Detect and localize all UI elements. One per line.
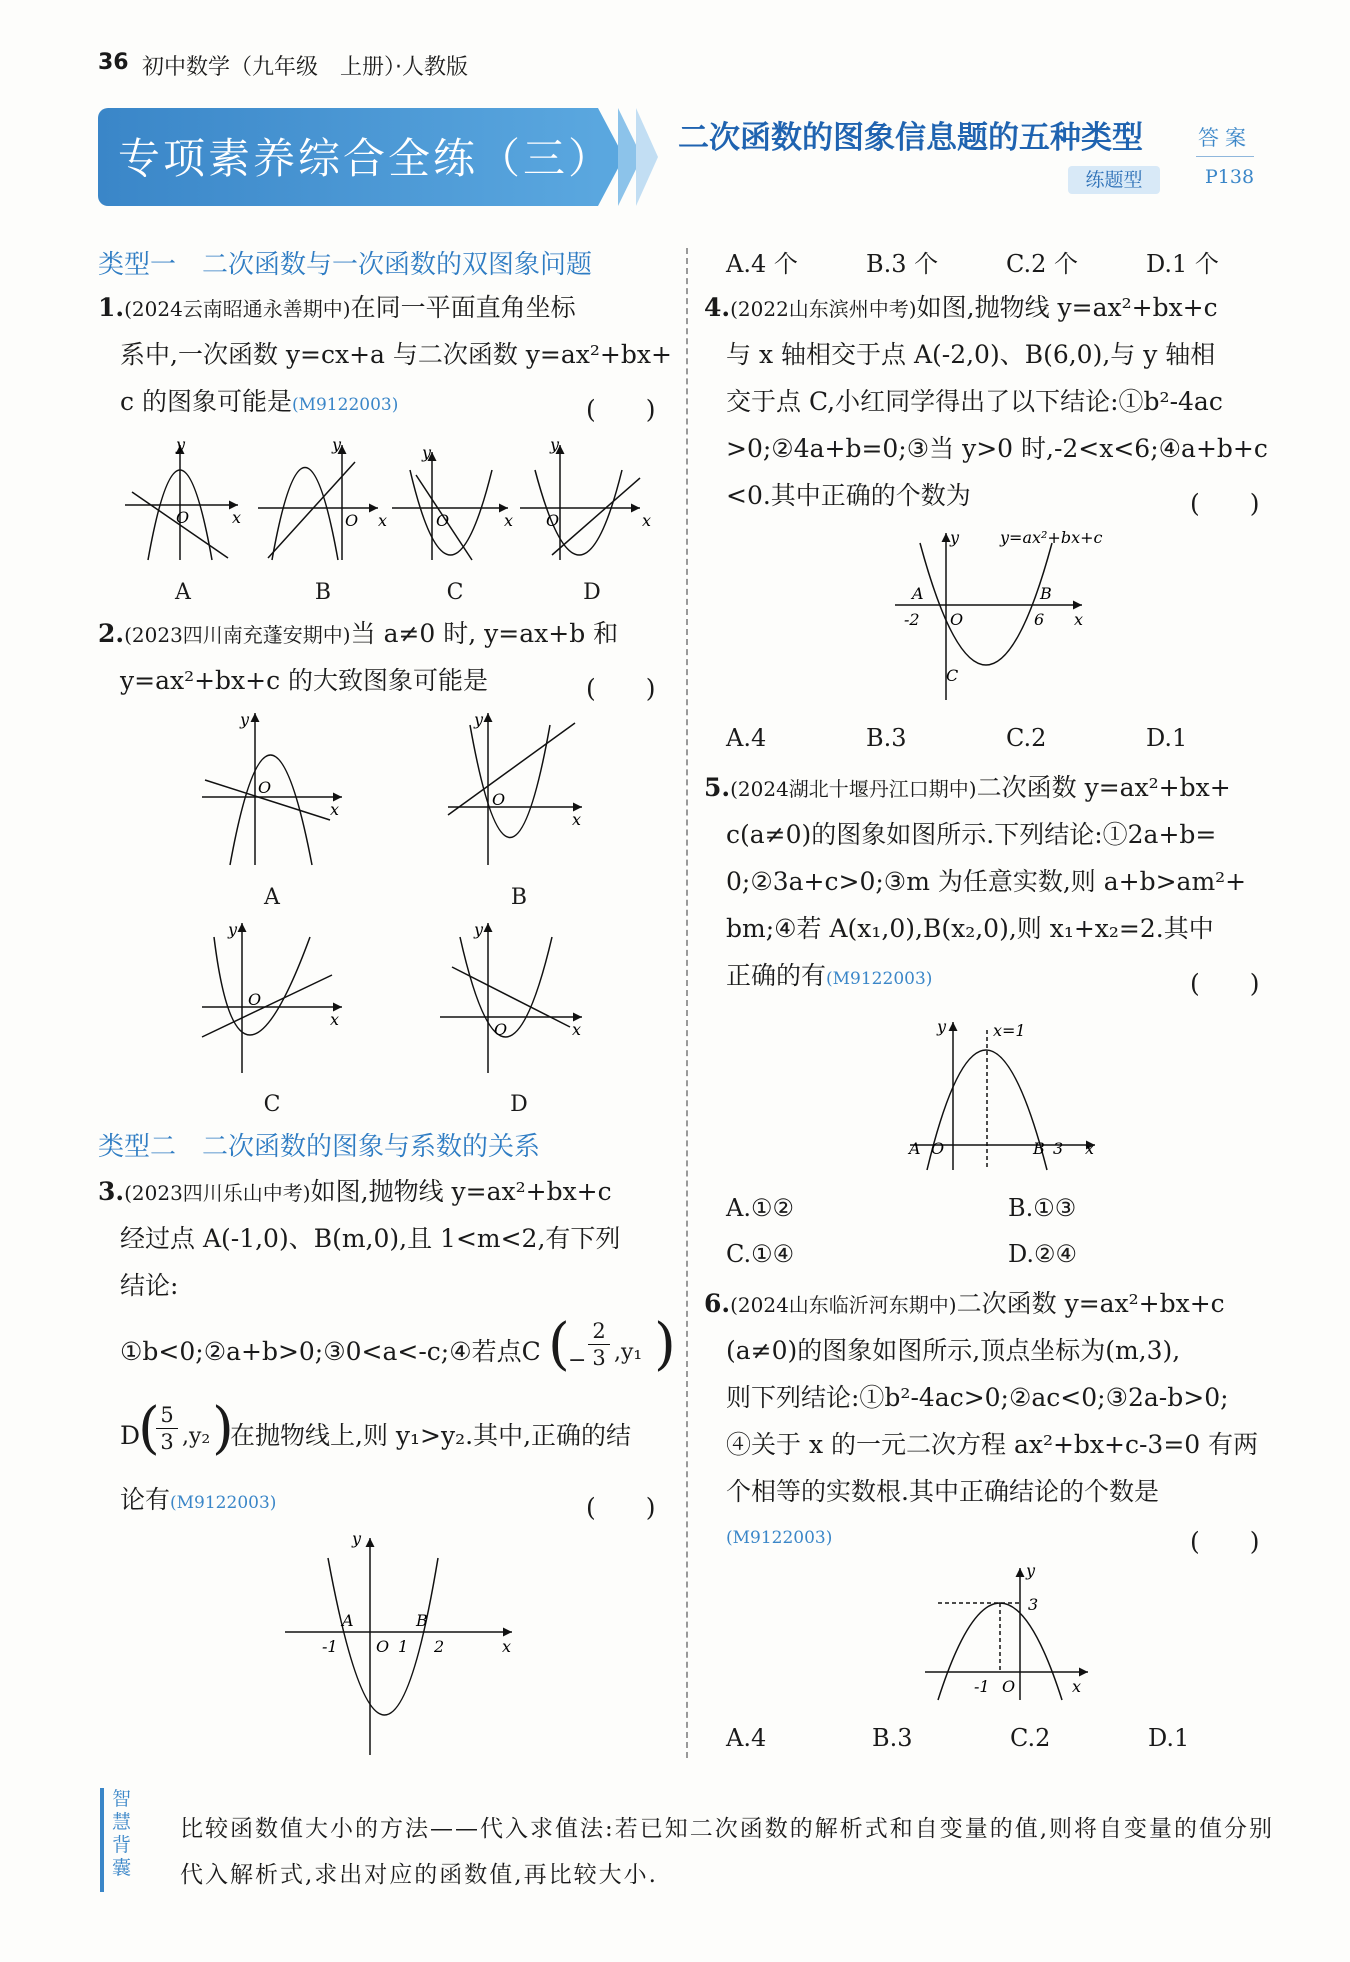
q1-line2: 系中,一次函数 y=cx+a 与二次函数 y=ax²+bx+ (120, 340, 672, 369)
q5-line4: bm;④若 A(x₁,0),B(x₂,0),则 x₁+x₂=2.其中 (726, 914, 1214, 943)
q1-label-b: B (314, 580, 332, 605)
q1-label-c: C (446, 580, 464, 605)
svg-text:x: x (330, 800, 340, 819)
q2-number: 2. (98, 619, 125, 648)
q2-label-c: C (263, 1092, 281, 1117)
svg-text:y: y (950, 528, 960, 547)
section-1-title: 类型一 二次函数与一次函数的双图象问题 (98, 250, 593, 280)
svg-text:A: A (909, 1139, 921, 1158)
svg-text:y: y (352, 1530, 362, 1548)
svg-text:y: y (240, 710, 250, 729)
q2-line2: y=ax²+bx+c 的大致图象可能是 (120, 666, 489, 695)
svg-text:O: O (1002, 1677, 1016, 1696)
svg-text:y: y (176, 435, 186, 454)
tip-label: 智慧背囊 (112, 1788, 132, 1879)
q6-option-b: B.3 (872, 1724, 913, 1752)
book-title: 初中数学（九年级 上册）·人教版 (142, 55, 468, 80)
q4-line5: <0.其中正确的个数为 (726, 481, 971, 510)
q2-label-d: D (510, 1092, 528, 1117)
svg-text:3: 3 (1053, 1139, 1064, 1158)
answer-label: 答案 (1198, 126, 1252, 150)
svg-text:x: x (572, 810, 582, 829)
q1-line3: c 的图象可能是(M9122003) (120, 387, 399, 416)
svg-text:O: O (492, 790, 506, 809)
column-divider (686, 248, 688, 1758)
q1-graph-b (258, 445, 378, 560)
q5-line5: 正确的有(M9122003) (726, 961, 933, 990)
q1-graphs (120, 430, 680, 575)
q6-answer-blank: ( ) (1190, 1527, 1260, 1556)
q3-code: (M9122003) (170, 1493, 277, 1513)
svg-text:O: O (345, 511, 359, 530)
svg-text:O: O (436, 511, 450, 530)
svg-text:O: O (494, 1020, 508, 1039)
q3-line2: 经过点 A(-1,0)、B(m,0),且 1<m<2,有下列 (120, 1224, 621, 1253)
q1-graph-c (392, 452, 508, 560)
svg-text:y: y (422, 443, 432, 462)
q1-graph-d (520, 445, 640, 560)
q3-option-a: A.4 个 (726, 250, 798, 278)
svg-text:x: x (642, 511, 652, 530)
svg-text:x=1: x=1 (993, 1021, 1026, 1040)
q4-line3: 交于点 C,小红同学得出了以下结论:①b²-4ac (726, 387, 1223, 416)
q4-line1: 4.(2022山东滨州中考)如图,抛物线 y=ax²+bx+c (704, 293, 1218, 322)
q2-label-b: B (510, 885, 528, 910)
svg-text:2: 2 (434, 1637, 445, 1656)
q6-line4: ④关于 x 的一元二次方程 ax²+bx+c-3=0 有两 (726, 1430, 1259, 1459)
q1-line1: 1.(2024云南昭通永善期中)在同一平面直角坐标 (98, 293, 576, 322)
q3-frac2: 5 3 (156, 1402, 178, 1455)
q3-formula2: 在抛物线上,则 y₁>y₂.其中,正确的结 (230, 1421, 632, 1450)
q3-source: (2023四川乐山中考) (124, 1181, 311, 1205)
q4-option-c: C.2 (1006, 724, 1047, 752)
q3-number: 3. (98, 1177, 125, 1206)
q2-source: (2023四川南充蓬安期中) (124, 623, 351, 647)
q3-point-d: D (120, 1421, 141, 1450)
svg-text:B: B (1033, 1139, 1045, 1158)
practice-tag: 练题型 (1068, 166, 1160, 194)
q6-line3: 则下列结论:①b²-4ac>0;②ac<0;③2a-b>0; (726, 1383, 1229, 1412)
q3-paren-right: ) (654, 1312, 676, 1377)
svg-text:O: O (546, 511, 560, 530)
svg-text:x: x (330, 1010, 340, 1029)
q3-option-d: D.1 个 (1146, 250, 1219, 278)
svg-text:x: x (504, 511, 514, 530)
svg-text:x: x (572, 1020, 582, 1039)
banner-title: 专项素养综合全练（三） (118, 134, 614, 183)
q6-line2: (a≠0)的图象如图所示,顶点坐标为(m,3), (726, 1336, 1181, 1365)
q4-answer-blank: ( ) (1190, 489, 1260, 518)
svg-text:x: x (1085, 1139, 1095, 1158)
svg-text:O: O (248, 990, 262, 1009)
svg-text:O: O (258, 778, 272, 797)
chevron-icon (636, 108, 658, 206)
q3-answer-blank: ( ) (586, 1493, 656, 1522)
q1-source: (2024云南昭通永善期中) (124, 297, 351, 321)
svg-text:y: y (228, 920, 238, 939)
q1-label-d: D (583, 580, 601, 605)
q6-line1: 6.(2024山东临沂河东期中)二次函数 y=ax²+bx+c (704, 1289, 1225, 1318)
svg-text:C: C (946, 666, 959, 685)
q3-paren-left: ( (548, 1312, 570, 1377)
q4-graph (890, 525, 1110, 710)
q3-option-b: B.3 个 (866, 250, 939, 278)
q4-source: (2022山东滨州中考) (730, 297, 917, 321)
q6-code: (M9122003) (726, 1528, 833, 1548)
q3-graph (280, 1530, 520, 1760)
q2-label-a: A (264, 885, 280, 910)
q4-option-d: D.1 (1146, 724, 1188, 752)
q6-line5: 个相等的实数根.其中正确结论的个数是 (726, 1477, 1159, 1506)
q5-line2: c(a≠0)的图象如图所示.下列结论:①2a+b= (726, 820, 1217, 849)
svg-text:O: O (931, 1139, 945, 1158)
svg-text:O: O (950, 610, 964, 629)
svg-text:x: x (1074, 610, 1084, 629)
svg-text:1: 1 (398, 1637, 409, 1656)
q4-option-a: A.4 (726, 724, 767, 752)
svg-text:x: x (502, 1637, 512, 1656)
q4-line2: 与 x 轴相交于点 A(-2,0)、B(6,0),与 y 轴相 (726, 340, 1216, 369)
q5-source: (2024湖北十堰丹江口期中) (730, 777, 977, 801)
svg-text:-2: -2 (904, 610, 920, 629)
svg-text:y: y (550, 435, 560, 454)
svg-text:O: O (176, 508, 190, 527)
q6-number: 6. (704, 1289, 731, 1318)
q6-graph (920, 1560, 1100, 1710)
answer-page: P138 (1205, 166, 1255, 188)
q5-graph (905, 1010, 1105, 1175)
svg-text:B: B (1040, 584, 1052, 603)
answer-divider (1196, 156, 1254, 157)
q3-line1: 3.(2023四川乐山中考)如图,抛物线 y=ax²+bx+c (98, 1177, 612, 1206)
section-2-title: 类型二 二次函数的图象与系数的关系 (98, 1132, 541, 1162)
q1-graph-a (125, 445, 238, 560)
banner-subtitle: 二次函数的图象信息题的五种类型 (678, 120, 1143, 156)
q5-option-a: A.①② (726, 1194, 794, 1222)
svg-text:x: x (232, 508, 242, 527)
q4-number: 4. (704, 293, 731, 322)
svg-text:y: y (474, 710, 484, 729)
q1-label-a: A (175, 580, 191, 605)
svg-text:B: B (416, 1611, 428, 1630)
svg-text:A: A (912, 584, 924, 603)
tip-text: 比较函数值大小的方法——代入求值法:若已知二次函数的解析式和自变量的值,则将自变量的值分别代入解析式,求出对应的函数值,再比较大小. (180, 1816, 1275, 1888)
svg-text:y: y (1026, 1561, 1036, 1580)
q1-code: (M9122003) (291, 395, 399, 415)
q1-answer-blank: ( ) (586, 395, 656, 424)
q3-option-c: C.2 个 (1006, 250, 1079, 278)
tip-bar (100, 1788, 104, 1892)
q5-code: (M9122003) (826, 969, 933, 989)
q3-minus: − (568, 1348, 587, 1373)
q3-line3: 结论: (120, 1271, 179, 1300)
q3-paren-left2: ( (138, 1396, 160, 1461)
q1-number: 1. (98, 293, 125, 322)
q4-option-b: B.3 (866, 724, 907, 752)
q3-y2: ,y₂ (182, 1424, 211, 1449)
svg-text:3: 3 (1028, 1595, 1039, 1614)
page-number: 36 (98, 50, 129, 75)
svg-text:-1: -1 (322, 1637, 338, 1656)
q2-line1: 2.(2023四川南充蓬安期中)当 a≠0 时, y=ax+b 和 (98, 619, 619, 648)
q6-source: (2024山东临沂河东期中) (730, 1293, 957, 1317)
q3-tail: 论有(M9122003) (120, 1485, 277, 1514)
svg-text:y=ax²+bx+c: y=ax²+bx+c (1000, 528, 1103, 547)
q3-formula1: ①b<0;②a+b>0;③0<a<-c;④若点C (120, 1337, 541, 1366)
q4-line4: >0;②4a+b=0;③当 y>0 时,-2<x<6;④a+b+c (726, 434, 1268, 463)
q5-option-c: C.①④ (726, 1240, 795, 1268)
q5-option-d: D.②④ (1008, 1240, 1078, 1268)
svg-text:6: 6 (1034, 610, 1045, 629)
q5-number: 5. (704, 773, 731, 802)
q5-line1: 5.(2024湖北十堰丹江口期中)二次函数 y=ax²+bx+ (704, 773, 1231, 802)
q5-answer-blank: ( ) (1190, 969, 1260, 998)
q6-option-d: D.1 (1148, 1724, 1190, 1752)
svg-text:x: x (378, 511, 388, 530)
q5-line3: 0;②3a+c>0;③m 为任意实数,则 a+b>am²+ (726, 867, 1247, 896)
q3-paren-right2: ) (212, 1396, 234, 1461)
svg-text:-1: -1 (974, 1677, 990, 1696)
svg-text:O: O (376, 1637, 390, 1656)
q5-option-b: B.①③ (1008, 1194, 1077, 1222)
svg-text:x: x (1072, 1677, 1082, 1696)
svg-text:y: y (474, 920, 484, 939)
q6-option-c: C.2 (1010, 1724, 1051, 1752)
q3-frac1: 2 3 (588, 1318, 610, 1371)
svg-text:A: A (342, 1611, 354, 1630)
q2-answer-blank: ( ) (586, 674, 656, 703)
svg-text:y: y (937, 1017, 947, 1036)
svg-text:y: y (332, 435, 342, 454)
q6-option-a: A.4 (726, 1724, 767, 1752)
q3-y1: ,y₁ (614, 1340, 643, 1365)
